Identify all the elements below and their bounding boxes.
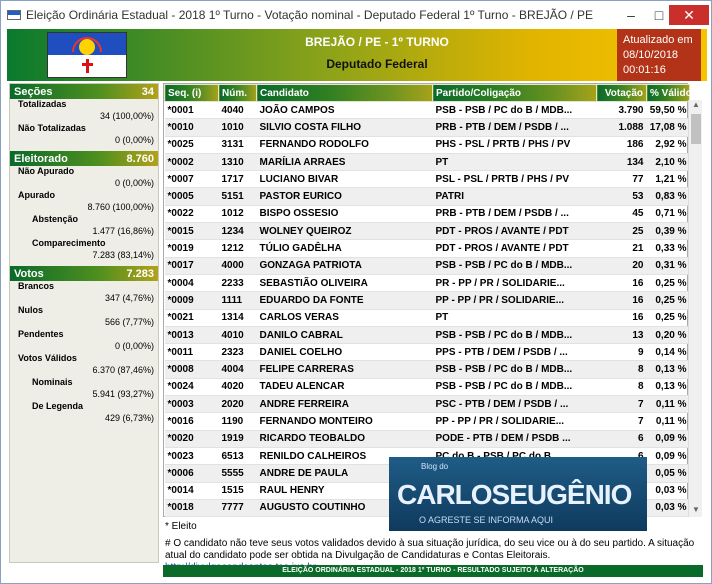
- table-cell: *0025: [165, 136, 219, 153]
- table-cell: 0,83 %: [647, 188, 690, 205]
- table-cell: 2020: [219, 396, 257, 413]
- updated-time: 00:01:16: [623, 64, 666, 76]
- nao-apurado-value: 0 (0,00%): [114, 178, 154, 188]
- table-cell: 53: [597, 188, 647, 205]
- table-cell: 45: [597, 205, 647, 222]
- table-cell: TADEU ALENCAR: [257, 378, 433, 395]
- table-cell: *0020: [165, 430, 219, 447]
- table-row[interactable]: [165, 257, 690, 274]
- table-cell: 6: [597, 430, 647, 447]
- table-cell: *0006: [165, 465, 219, 482]
- table-cell: PDT - PROS / AVANTE / PDT: [433, 240, 597, 257]
- table-header-row: [165, 85, 690, 102]
- table-cell: JOÃO CAMPOS: [257, 102, 433, 119]
- title-bar: [1, 1, 711, 29]
- table-cell: 0,03 %: [647, 482, 690, 499]
- table-cell: 2,10 %: [647, 153, 690, 170]
- eleitorado-header: Eleitorado 8.760: [10, 151, 158, 166]
- table-cell: 1,21 %: [647, 171, 690, 188]
- votos-header: Votos 7.283: [10, 266, 158, 281]
- table-cell: *0001: [165, 102, 219, 119]
- table-cell: 1212: [219, 240, 257, 257]
- table-cell: 1.088: [597, 119, 647, 136]
- nulos-value: 566 (7,77%): [104, 317, 154, 327]
- table-cell: MARÍLIA ARRAES: [257, 153, 433, 170]
- table-cell: 7: [597, 413, 647, 430]
- table-cell: 3.790: [597, 102, 647, 119]
- updated-box: [617, 29, 701, 81]
- table-cell: 1010: [219, 119, 257, 136]
- table-cell: 1190: [219, 413, 257, 430]
- table-cell: PSB - PSB / PC do B / MDB...: [433, 361, 597, 378]
- table-cell: *0009: [165, 292, 219, 309]
- scroll-thumb[interactable]: [691, 114, 701, 144]
- table-cell: PSB - PSB / PC do B / MDB...: [433, 326, 597, 343]
- table-row[interactable]: [165, 378, 690, 395]
- table-row[interactable]: [165, 171, 690, 188]
- table-row[interactable]: [165, 102, 690, 119]
- table-cell: 0,05 %: [647, 465, 690, 482]
- table-cell: 186: [597, 136, 647, 153]
- results-table-container[interactable]: [163, 83, 698, 517]
- scroll-up-arrow-icon[interactable]: ▲: [692, 100, 700, 109]
- table-cell: *0010: [165, 119, 219, 136]
- table-cell: BISPO OSSESIO: [257, 205, 433, 222]
- table-cell: *0022: [165, 205, 219, 222]
- table-cell: EDUARDO DA FONTE: [257, 292, 433, 309]
- column-header[interactable]: Votação: [597, 85, 647, 102]
- table-row[interactable]: [165, 136, 690, 153]
- column-header[interactable]: % Válidos: [647, 85, 690, 102]
- table-cell: FELIPE CARRERAS: [257, 361, 433, 378]
- brancos-value: 347 (4,76%): [104, 293, 154, 303]
- brancos-label: Brancos: [18, 281, 55, 291]
- table-cell: 1234: [219, 223, 257, 240]
- table-cell: WOLNEY QUEIROZ: [257, 223, 433, 240]
- table-cell: *0002: [165, 153, 219, 170]
- abstencao-label: Abstenção: [32, 214, 79, 224]
- table-cell: *0015: [165, 223, 219, 240]
- apurado-label: Apurado: [18, 190, 55, 200]
- table-cell: 0,11 %: [647, 396, 690, 413]
- table-row[interactable]: [165, 309, 690, 326]
- blog-watermark-logo: [389, 457, 647, 531]
- table-row[interactable]: [165, 188, 690, 205]
- table-cell: *0023: [165, 447, 219, 464]
- table-cell: 0,25 %: [647, 274, 690, 291]
- table-cell: 0,14 %: [647, 344, 690, 361]
- table-cell: RICARDO TEOBALDO: [257, 430, 433, 447]
- table-cell: 1515: [219, 482, 257, 499]
- totalizadas-value: 34 (100,00%): [99, 111, 154, 121]
- table-cell: *0016: [165, 413, 219, 430]
- table-cell: GONZAGA PATRIOTA: [257, 257, 433, 274]
- table-cell: ANDRE FERREIRA: [257, 396, 433, 413]
- table-cell: *0014: [165, 482, 219, 499]
- table-cell: PSB - PSB / PC do B / MDB...: [433, 257, 597, 274]
- nominais-value: 5.941 (93,27%): [92, 389, 154, 399]
- table-cell: PATRI: [433, 188, 597, 205]
- table-cell: 6513: [219, 447, 257, 464]
- table-cell: PDT - PROS / AVANTE / PDT: [433, 223, 597, 240]
- watermark-small: Blog do: [421, 462, 449, 471]
- comparecimento-label: Comparecimento: [32, 238, 106, 248]
- table-cell: 5151: [219, 188, 257, 205]
- table-cell: FERNANDO RODOLFO: [257, 136, 433, 153]
- table-row[interactable]: [165, 274, 690, 291]
- table-cell: SEBASTIÃO OLIVEIRA: [257, 274, 433, 291]
- table-cell: *0017: [165, 257, 219, 274]
- pendentes-value: 0 (0,00%): [114, 341, 154, 351]
- legenda-label: De Legenda: [32, 401, 84, 411]
- table-cell: 2323: [219, 344, 257, 361]
- votos-validos-value: 6.370 (87,46%): [92, 365, 154, 375]
- table-cell: PRB - PTB / DEM / PSDB / ...: [433, 205, 597, 222]
- table-cell: 1310: [219, 153, 257, 170]
- table-cell: 134: [597, 153, 647, 170]
- table-cell: 7: [597, 396, 647, 413]
- table-cell: 0,03 %: [647, 499, 690, 516]
- table-row[interactable]: [165, 223, 690, 240]
- location-title: BREJÃO / PE - 1º TURNO: [305, 35, 449, 49]
- close-button[interactable]: ✕: [669, 5, 709, 25]
- comparecimento-value: 7.283 (83,14%): [92, 250, 154, 260]
- table-cell: *0024: [165, 378, 219, 395]
- window-title: Eleição Ordinária Estadual - 2018 1º Turno - Votação nominal - Deputado Federal 1º Turno - BREJÃO / PE: [26, 8, 594, 22]
- table-cell: 21: [597, 240, 647, 257]
- table-cell: DANIEL COELHO: [257, 344, 433, 361]
- table-row[interactable]: [165, 361, 690, 378]
- table-cell: 1717: [219, 171, 257, 188]
- table-cell: *0019: [165, 240, 219, 257]
- table-cell: PSL - PSL / PRTB / PHS / PV: [433, 171, 597, 188]
- table-cell: PSC - PTB / DEM / PSDB / ...: [433, 396, 597, 413]
- legenda-value: 429 (6,73%): [104, 413, 154, 423]
- table-cell: 5555: [219, 465, 257, 482]
- table-row[interactable]: [165, 326, 690, 343]
- table-cell: PR - PP / PR / SOLIDARIE...: [433, 274, 597, 291]
- results-header: [7, 29, 707, 81]
- table-cell: 3131: [219, 136, 257, 153]
- table-cell: 1314: [219, 309, 257, 326]
- table-row[interactable]: [165, 292, 690, 309]
- table-cell: RENILDO CALHEIROS: [257, 447, 433, 464]
- pernambuco-flag-icon: [47, 32, 127, 78]
- elected-note: * Eleito: [165, 521, 197, 532]
- nao-apurado-label: Não Apurado: [18, 166, 75, 176]
- table-cell: 4040: [219, 102, 257, 119]
- table-cell: ANDRE DE PAULA: [257, 465, 433, 482]
- table-cell: PSB - PSB / PC do B / MDB...: [433, 102, 597, 119]
- table-cell: 0,71 %: [647, 205, 690, 222]
- table-cell: 0,13 %: [647, 378, 690, 395]
- table-cell: AUGUSTO COUTINHO: [257, 499, 433, 516]
- table-row[interactable]: [165, 205, 690, 222]
- table-cell: 0,25 %: [647, 292, 690, 309]
- table-cell: 7777: [219, 499, 257, 516]
- table-cell: *0005: [165, 188, 219, 205]
- table-cell: RAUL HENRY: [257, 482, 433, 499]
- table-cell: LUCIANO BIVAR: [257, 171, 433, 188]
- table-cell: 0,33 %: [647, 240, 690, 257]
- table-cell: *0003: [165, 396, 219, 413]
- table-row[interactable]: [165, 344, 690, 361]
- nulos-label: Nulos: [18, 305, 44, 315]
- table-cell: 0,39 %: [647, 223, 690, 240]
- table-cell: 20: [597, 257, 647, 274]
- table-row[interactable]: [165, 240, 690, 257]
- table-cell: 0,11 %: [647, 413, 690, 430]
- table-cell: 8: [597, 361, 647, 378]
- table-row[interactable]: [165, 153, 690, 170]
- table-cell: 0,25 %: [647, 309, 690, 326]
- nao-totalizadas-value: 0 (0,00%): [114, 135, 154, 145]
- table-cell: FERNANDO MONTEIRO: [257, 413, 433, 430]
- table-row[interactable]: [165, 396, 690, 413]
- table-cell: *0007: [165, 171, 219, 188]
- table-cell: PRB - PTB / DEM / PSDB / ...: [433, 119, 597, 136]
- table-cell: SILVIO COSTA FILHO: [257, 119, 433, 136]
- table-cell: PSB - PSB / PC do B / MDB...: [433, 378, 597, 395]
- scroll-down-arrow-icon[interactable]: ▼: [692, 505, 700, 514]
- table-cell: PT: [433, 309, 597, 326]
- table-cell: 4020: [219, 378, 257, 395]
- apurado-value: 8.760 (100,00%): [87, 202, 154, 212]
- table-cell: 8: [597, 378, 647, 395]
- table-cell: 1111: [219, 292, 257, 309]
- secoes-header: Seções 34: [10, 84, 158, 99]
- summary-panel: [9, 83, 159, 563]
- abstencao-value: 1.477 (16,86%): [92, 226, 154, 236]
- table-cell: 4004: [219, 361, 257, 378]
- table-cell: 1012: [219, 205, 257, 222]
- table-cell: 1919: [219, 430, 257, 447]
- table-cell: 0,20 %: [647, 326, 690, 343]
- table-cell: PP - PP / PR / SOLIDARIE...: [433, 292, 597, 309]
- table-cell: PPS - PTB / DEM / PSDB / ...: [433, 344, 597, 361]
- table-cell: *0013: [165, 326, 219, 343]
- table-cell: 16: [597, 309, 647, 326]
- table-cell: TÚLIO GADÊLHA: [257, 240, 433, 257]
- updated-date: 08/10/2018: [623, 49, 679, 61]
- table-cell: 25: [597, 223, 647, 240]
- updated-label: Atualizado em: [623, 34, 693, 46]
- table-cell: 0,31 %: [647, 257, 690, 274]
- table-cell: 77: [597, 171, 647, 188]
- table-cell: 0,09 %: [647, 447, 690, 464]
- table-row[interactable]: [165, 119, 690, 136]
- column-header[interactable]: Seq. (i): [165, 85, 219, 102]
- table-cell: 16: [597, 292, 647, 309]
- pendentes-label: Pendentes: [18, 329, 64, 339]
- app-icon: [7, 10, 21, 20]
- table-cell: 0,09 %: [647, 430, 690, 447]
- table-cell: 59,50 %: [647, 102, 690, 119]
- table-cell: 4000: [219, 257, 257, 274]
- table-cell: PHS - PSL / PRTB / PHS / PV: [433, 136, 597, 153]
- table-cell: PASTOR EURICO: [257, 188, 433, 205]
- table-cell: *0018: [165, 499, 219, 516]
- maximize-button[interactable]: □: [654, 7, 664, 23]
- table-cell: 9: [597, 344, 647, 361]
- table-cell: *0004: [165, 274, 219, 291]
- column-header[interactable]: Núm.: [219, 85, 257, 102]
- column-header[interactable]: Partido/Coligação: [433, 85, 597, 102]
- table-cell: *0008: [165, 361, 219, 378]
- table-cell: 17,08 %: [647, 119, 690, 136]
- footer-banner: ELEIÇÃO ORDINÁRIA ESTADUAL - 2018 1º TURNO - RESULTADO SUJEITO À ALTERAÇÃO: [163, 565, 703, 577]
- table-scrollbar[interactable]: [688, 100, 702, 517]
- table-body: [165, 102, 690, 517]
- nominais-label: Nominais: [32, 377, 73, 387]
- table-cell: 16: [597, 274, 647, 291]
- nao-totalizadas-label: Não Totalizadas: [18, 123, 86, 133]
- table-cell: 0,13 %: [647, 361, 690, 378]
- table-cell: PODE - PTB / DEM / PSDB ...: [433, 430, 597, 447]
- watermark-big: CARLOSEUGÊNIO: [397, 479, 632, 510]
- table-cell: CARLOS VERAS: [257, 309, 433, 326]
- votos-validos-label: Votos Válidos: [18, 353, 77, 363]
- table-cell: 2,92 %: [647, 136, 690, 153]
- legal-note: # O candidato não teve seus votos validados devido à sua situação jurídica, do seu vice ou à do seu partido. A situação atual do candidato pode ser obtida na Divulgação de Candidaturas e Contas Eleitorais.: [165, 538, 695, 574]
- office-title: Deputado Federal: [326, 57, 428, 71]
- table-cell: 13: [597, 326, 647, 343]
- table-cell: PP - PP / PR / SOLIDARIE...: [433, 413, 597, 430]
- table-cell: PT: [433, 153, 597, 170]
- table-row[interactable]: [165, 413, 690, 430]
- table-cell: 2233: [219, 274, 257, 291]
- table-cell: DANILO CABRAL: [257, 326, 433, 343]
- watermark-tagline: O AGRESTE SE INFORMA AQUI: [419, 515, 554, 525]
- table-row[interactable]: [165, 430, 690, 447]
- results-table: [164, 84, 698, 517]
- table-cell: 4010: [219, 326, 257, 343]
- column-header[interactable]: Candidato: [257, 85, 433, 102]
- table-cell: *0011: [165, 344, 219, 361]
- table-cell: *0021: [165, 309, 219, 326]
- totalizadas-label: Totalizadas: [18, 99, 67, 109]
- minimize-button[interactable]: –: [627, 7, 635, 23]
